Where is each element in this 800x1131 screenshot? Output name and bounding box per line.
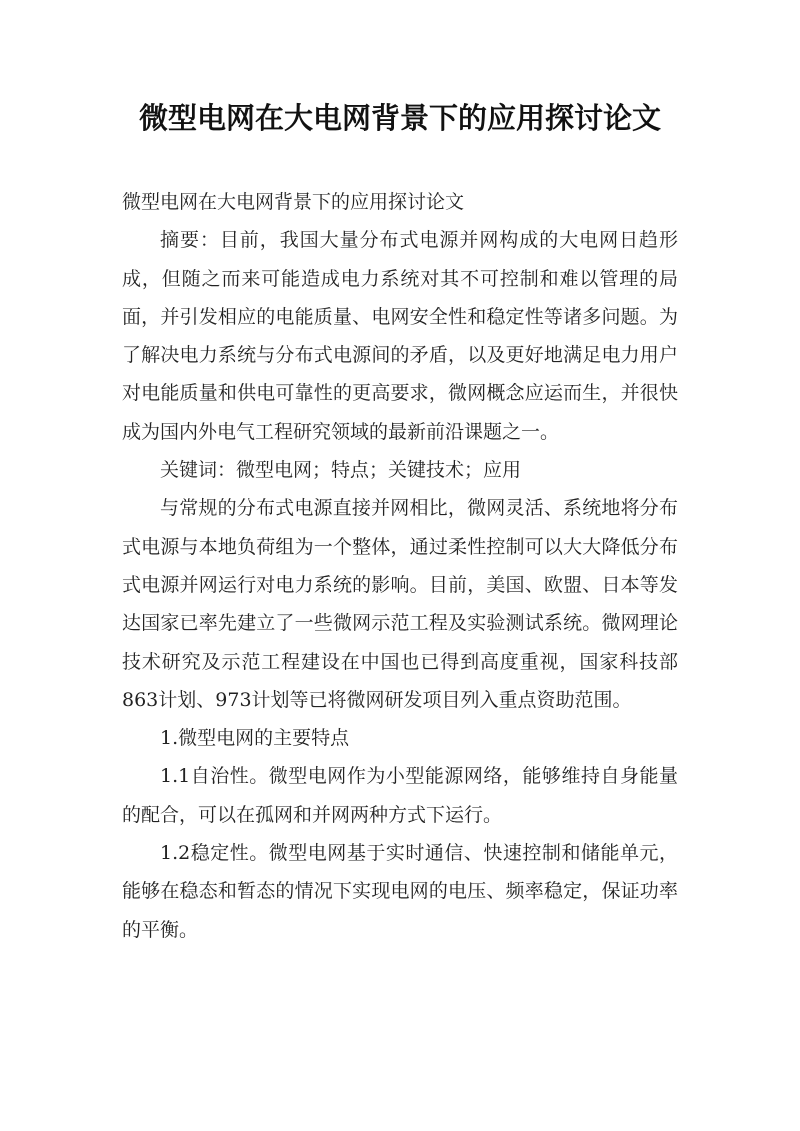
document-title: 微型电网在大电网背景下的应用探讨论文 xyxy=(138,101,661,135)
keywords-line: 关键词：微型电网；特点；关键技术；应用 xyxy=(160,459,522,482)
section-1-1-paragraph: 1.1自治性。微型电网作为小型能源网络，能够维持自身能量的配合，可以在孤网和并网两种方式下运行。 xyxy=(122,765,678,826)
subtitle-line: 微型电网在大电网背景下的应用探讨论文 xyxy=(122,191,465,213)
section-1-2-paragraph: 1.2稳定性。微型电网基于实时通信、快速控制和储能单元，能够在稳态和暂态的情况下实现电网的电压、频率稳定，保证功率的平衡。 xyxy=(122,842,678,941)
document-body xyxy=(122,183,678,949)
section-heading: 1.微型电网的主要特点 xyxy=(160,727,350,750)
abstract-paragraph: 摘要：目前，我国大量分布式电源并网构成的大电网日趋形成，但随之而来可能造成电力系统对其不可控制和难以管理的局面，并引发相应的电能质量、电网安全性和稳定性等诸多问题。为了解决电力系统与分布式电源间的矛盾，以及更好地满足电力用户对电能质量和供电可靠性的更高要求，微网概念应运而生，并很快成为国内外电气工程研究领域的最新前沿课题之一。 xyxy=(122,229,678,443)
intro-paragraph: 与常规的分布式电源直接并网相比，微网灵活、系统地将分布式电源与本地负荷组为一个整体，通过柔性控制可以大大降低分布式电源并网运行对电力系统的影响。目前，美国、欧盟、日本等发达国家已率先建立了一些微网示范工程及实验测试系统。微网理论技术研究及示范工程建设在中国也已得到高度重视，国家科技部863计划、973计划等已将微网研发项目列入重点资助范围。 xyxy=(122,497,678,711)
